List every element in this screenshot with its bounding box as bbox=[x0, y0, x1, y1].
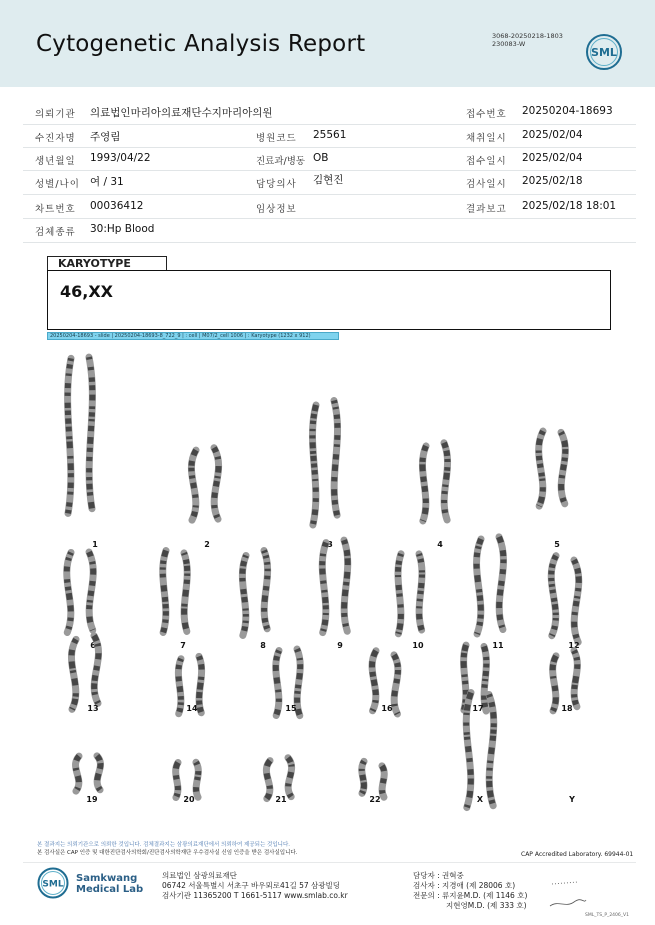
chromosome-1-b bbox=[89, 357, 92, 509]
karyotype-result: 46,XX bbox=[60, 282, 114, 301]
chromosome-15-a bbox=[276, 651, 279, 716]
info-row-sex-age bbox=[23, 170, 636, 195]
chromosome-5-a bbox=[539, 431, 543, 506]
staff-line3-value: 류지윤M.D. (제 1146 호) bbox=[442, 891, 528, 900]
chromosome-label-18: 18 bbox=[561, 704, 573, 713]
name-value: 주영림 bbox=[90, 131, 121, 143]
sex-age-label: 성별/나이 bbox=[35, 179, 80, 190]
lab-name-line1: Samkwang bbox=[76, 873, 138, 884]
institution-value: 의료법인마리아의료재단수지마리아의원 bbox=[90, 107, 273, 119]
karyogram-image bbox=[0, 345, 655, 815]
chromosome-label-11: 11 bbox=[492, 641, 504, 650]
karyogram-caption: 20250204-18693 - slide | 20250204-18693-8_722_9 | : cell | M07/2_cell 1006 | : Karyotype (1232 x 912) bbox=[47, 332, 339, 340]
report-date-label: 결과보고 bbox=[466, 204, 507, 215]
chromosome-15-b bbox=[297, 649, 300, 716]
chromosome-21-a bbox=[266, 761, 270, 799]
chromosome-11-a bbox=[477, 539, 481, 634]
report-title: Cytogenetic Analysis Report bbox=[36, 31, 366, 57]
chromosome-13-b bbox=[94, 636, 99, 704]
chromosome-14-a bbox=[178, 659, 181, 714]
chart-no-label: 차트번호 bbox=[35, 204, 76, 215]
report-header bbox=[0, 0, 655, 87]
chromosome-16-b bbox=[394, 655, 398, 714]
chromosome-label-12: 12 bbox=[568, 641, 580, 650]
chromosome-label-7: 7 bbox=[180, 641, 186, 650]
chromosome-16-a bbox=[372, 651, 376, 711]
chromosome-11-b bbox=[499, 537, 503, 630]
document-code-line1: 3068-20250218-1803 bbox=[492, 32, 563, 40]
chromosome-X-b bbox=[489, 694, 494, 805]
staff-line2-label: 검사자 : bbox=[413, 881, 440, 890]
cap-accreditation: CAP Accredited Laboratory. 69944-01 bbox=[521, 851, 634, 858]
sml-logo-icon bbox=[585, 33, 623, 71]
lab-address-line3: 검사기관 11365200 T 1661-5117 www.smlab.co.kr bbox=[162, 891, 348, 900]
staff-list bbox=[413, 871, 527, 911]
form-code: SML_TS_P_2406_V1 bbox=[585, 913, 629, 918]
info-row-institution bbox=[23, 100, 636, 125]
receipt-date-label: 접수일시 bbox=[466, 156, 507, 167]
chromosome-label-16: 16 bbox=[381, 704, 393, 713]
test-date-label: 검사일시 bbox=[466, 179, 507, 190]
chromosome-label-13: 13 bbox=[87, 704, 99, 713]
chromosome-label-8: 8 bbox=[260, 641, 266, 650]
chromosome-18-a bbox=[553, 656, 556, 711]
chromosome-label-19: 19 bbox=[86, 795, 98, 804]
specimen-label: 검체종류 bbox=[35, 227, 76, 238]
chromosome-7-a bbox=[163, 551, 166, 633]
samkwang-logo-icon bbox=[37, 867, 69, 899]
chromosome-label-9: 9 bbox=[337, 641, 343, 650]
receipt-date-value: 2025/02/04 bbox=[522, 152, 583, 164]
chromosome-label-5: 5 bbox=[554, 540, 560, 549]
samkwang-logo-text: SML bbox=[42, 879, 64, 890]
chromosome-5-b bbox=[561, 432, 565, 503]
chromosome-label-10: 10 bbox=[412, 641, 424, 650]
specimen-value: 30:Hp Blood bbox=[90, 223, 155, 235]
chromosome-label-15: 15 bbox=[285, 704, 297, 713]
info-row-chart-no bbox=[23, 194, 636, 219]
ward-code-label: 병원코드 bbox=[256, 133, 297, 144]
doctor-label: 담당의사 bbox=[256, 179, 297, 190]
staff-line2-value: 지경애 (제 28006 호) bbox=[442, 881, 516, 890]
chromosome-X-a bbox=[466, 693, 471, 808]
chromosome-label-22: 22 bbox=[369, 795, 381, 804]
test-date-value: 2025/02/18 bbox=[522, 175, 583, 187]
chromosome-label-21: 21 bbox=[275, 795, 287, 804]
info-row-specimen bbox=[23, 218, 636, 243]
lab-name bbox=[76, 873, 143, 895]
chromosome-8-b bbox=[264, 551, 268, 629]
chromosome-4-b bbox=[444, 443, 448, 520]
receipt-no-label: 접수번호 bbox=[466, 109, 507, 120]
chromosome-label-3: 3 bbox=[327, 540, 333, 549]
karyotype-result-box bbox=[47, 270, 611, 330]
chromosome-19-b bbox=[97, 756, 100, 790]
staff-line1-value: 권혁중 bbox=[442, 871, 464, 880]
chromosome-label-4: 4 bbox=[437, 540, 443, 549]
disclaimer-line2: 본 검사실은 CAP 인증 및 대한진단검사의학회/진단검사의학재단 우수검사실 신임 인증을 받은 검사실입니다. bbox=[37, 850, 298, 856]
staff-line4-value: 지현영M.D. (제 333 호) bbox=[446, 901, 527, 910]
chromosome-14-b bbox=[199, 656, 202, 712]
chromosome-label-14: 14 bbox=[186, 704, 198, 713]
name-label: 수진자명 bbox=[35, 133, 76, 144]
chromosome-label-2: 2 bbox=[204, 540, 210, 549]
chromosome-2-b bbox=[214, 448, 219, 519]
chromosome-10-a bbox=[398, 554, 401, 634]
chromosome-label-Y: Y bbox=[569, 795, 575, 804]
chromosome-2-a bbox=[191, 450, 196, 520]
chromosome-20-a bbox=[176, 763, 178, 798]
chromosome-3-a bbox=[312, 405, 316, 525]
chromosome-1-a bbox=[68, 358, 71, 513]
lab-name-line2: Medical Lab bbox=[76, 884, 144, 895]
collect-date-label: 채취일시 bbox=[466, 133, 507, 144]
institution-label: 의뢰기관 bbox=[35, 109, 76, 120]
chromosome-9-a bbox=[322, 543, 326, 633]
disclaimer-line1: 본 결과지는 의뢰기관으로 의뢰한 것입니다. 검체결과지는 삼광의료재단에서 의뢰하여 제공되는 것입니다. bbox=[37, 842, 291, 848]
dept-label: 진료과/병동 bbox=[256, 156, 306, 167]
chromosome-3-b bbox=[334, 400, 338, 515]
karyotype-tab: KARYOTYPE bbox=[47, 256, 167, 270]
collect-date-value: 2025/02/04 bbox=[522, 129, 583, 141]
chromosome-22-b bbox=[382, 766, 384, 797]
lab-address-line1: 의료법인 삼광의료재단 bbox=[162, 871, 237, 880]
chart-no-value: 00036412 bbox=[90, 200, 144, 212]
chromosome-12-a bbox=[551, 556, 556, 636]
chromosome-22-a bbox=[362, 761, 364, 793]
dob-label: 생년월일 bbox=[35, 156, 76, 167]
chromosome-4-a bbox=[422, 446, 426, 521]
info-row-name bbox=[23, 124, 636, 148]
chromosome-21-b bbox=[288, 758, 292, 797]
chromosome-6-a bbox=[67, 552, 71, 632]
sex-age-value: 여 / 31 bbox=[90, 176, 124, 188]
report-date-value: 2025/02/18 18:01 bbox=[522, 200, 617, 212]
chromosome-10-b bbox=[419, 554, 422, 630]
chromosome-label-X: X bbox=[476, 795, 484, 804]
chromosome-8-a bbox=[242, 555, 246, 635]
info-row-dob bbox=[23, 147, 636, 171]
chromosome-label-20: 20 bbox=[183, 795, 195, 804]
doctor-value: 김현진 bbox=[313, 174, 344, 186]
chromosome-19-a bbox=[76, 756, 79, 791]
clinical-label: 임상정보 bbox=[256, 204, 297, 215]
document-code bbox=[492, 32, 563, 48]
chromosome-9-b bbox=[344, 540, 348, 631]
lab-address bbox=[162, 871, 348, 901]
chromosome-12-b bbox=[574, 560, 579, 642]
dept-value: OB bbox=[313, 152, 329, 164]
chromosome-18-b bbox=[574, 651, 577, 707]
chromosome-6-b bbox=[89, 552, 93, 630]
chromosome-17-b bbox=[484, 646, 486, 711]
signature-marks bbox=[548, 878, 588, 914]
chromosome-20-b bbox=[196, 762, 198, 797]
footer-divider bbox=[23, 862, 636, 863]
chromosome-13-a bbox=[71, 639, 76, 709]
receipt-no-value: 20250204-18693 bbox=[522, 105, 613, 117]
dob-value: 1993/04/22 bbox=[90, 152, 151, 164]
sml-logo-text: SML bbox=[591, 46, 617, 59]
chromosome-label-6: 6 bbox=[90, 641, 96, 650]
staff-line1-label: 담당자 : bbox=[413, 871, 440, 880]
ward-code-value: 25561 bbox=[313, 129, 347, 141]
staff-line3-label: 전문의 : bbox=[413, 891, 440, 900]
chromosome-label-1: 1 bbox=[92, 540, 98, 549]
document-code-line2: 230083-W bbox=[492, 40, 526, 48]
chromosome-7-b bbox=[184, 553, 187, 632]
chromosome-label-17: 17 bbox=[472, 704, 484, 713]
lab-address-line2: 06742 서울특별시 서초구 바우뫼로41길 57 삼광빌딩 bbox=[162, 881, 341, 890]
